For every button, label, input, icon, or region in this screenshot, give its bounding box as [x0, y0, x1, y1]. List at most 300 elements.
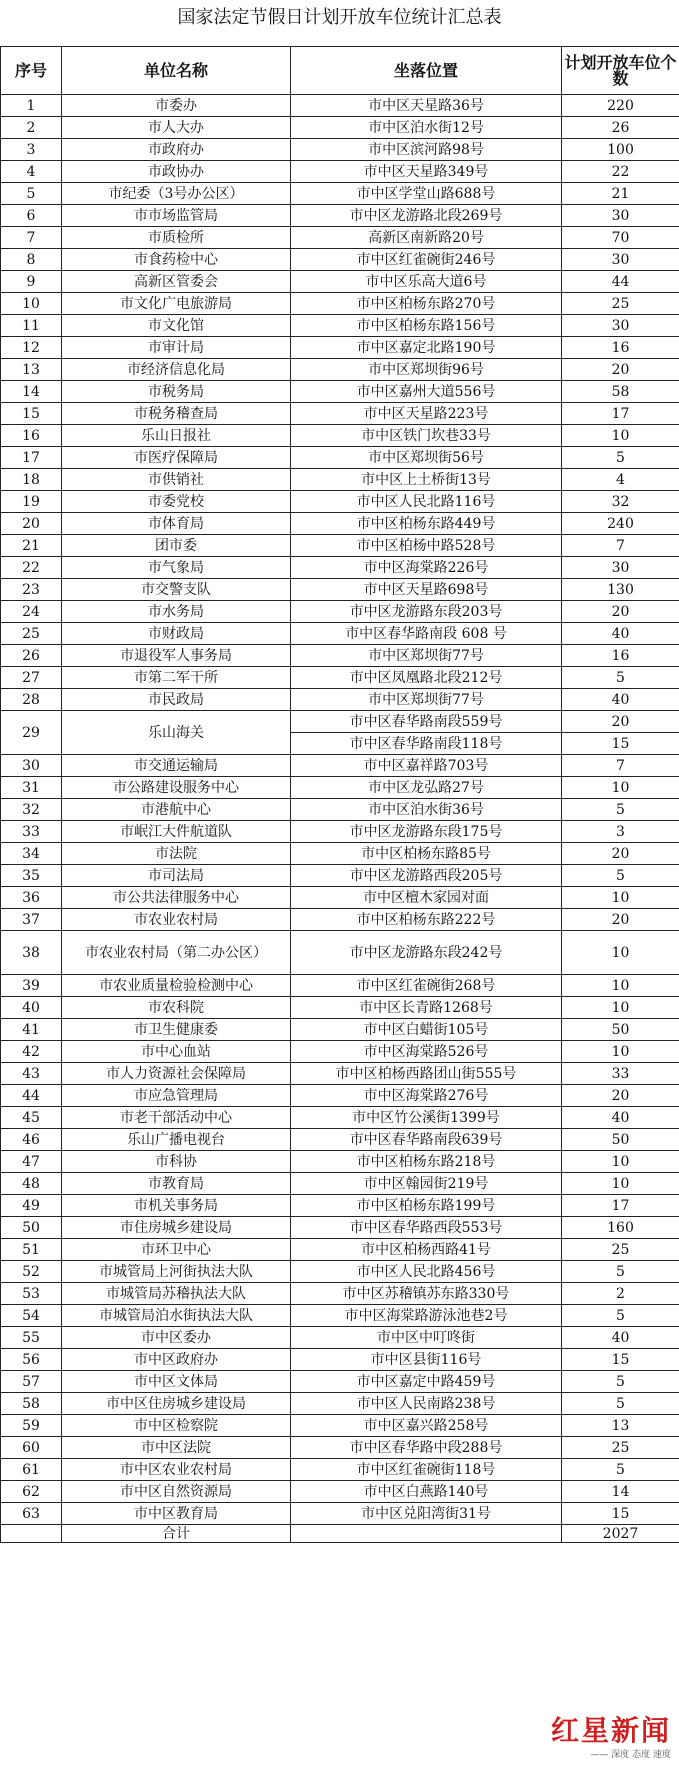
row-number: 56 — [1, 1349, 62, 1371]
location: 市中区红雀碗街246号 — [291, 249, 562, 271]
row-number: 61 — [1, 1459, 62, 1481]
unit-name: 高新区管委会 — [62, 271, 291, 293]
location: 市中区龙游路北段269号 — [291, 205, 562, 227]
unit-name: 市财政局 — [62, 623, 291, 645]
space-count: 26 — [562, 117, 679, 139]
unit-name: 市中心血站 — [62, 1041, 291, 1063]
table-row — [1, 95, 679, 117]
row-number: 7 — [1, 227, 62, 249]
space-count: 10 — [562, 425, 679, 447]
location: 市中区泊水街12号 — [291, 117, 562, 139]
unit-name: 市科协 — [62, 1151, 291, 1173]
row-number: 23 — [1, 579, 62, 601]
location: 市中区长青路1268号 — [291, 997, 562, 1019]
table-row — [1, 447, 679, 469]
unit-name: 市税务局 — [62, 381, 291, 403]
unit-name: 市应急管理局 — [62, 1085, 291, 1107]
row-number: 3 — [1, 139, 62, 161]
table-row — [1, 1261, 679, 1283]
space-count: 220 — [562, 95, 679, 117]
table-row — [1, 799, 679, 821]
row-number: 20 — [1, 513, 62, 535]
row-number: 39 — [1, 975, 62, 997]
location: 市中区白燕路140号 — [291, 1481, 562, 1503]
row-number: 6 — [1, 205, 62, 227]
row-number: 29 — [1, 711, 62, 755]
space-count: 10 — [562, 1151, 679, 1173]
table-row — [1, 315, 679, 337]
space-count: 5 — [562, 667, 679, 689]
location: 市中区铁门坎巷33号 — [291, 425, 562, 447]
unit-name: 市质检所 — [62, 227, 291, 249]
table-row — [1, 1085, 679, 1107]
unit-name: 市市场监管局 — [62, 205, 291, 227]
unit-name: 乐山日报社 — [62, 425, 291, 447]
unit-name: 市第二军干所 — [62, 667, 291, 689]
space-count: 5 — [562, 1371, 679, 1393]
space-count: 30 — [562, 557, 679, 579]
space-count: 20 — [562, 1085, 679, 1107]
space-count: 4 — [562, 469, 679, 491]
unit-name: 市中区文体局 — [62, 1371, 291, 1393]
header-count: 计划开放车位个数 — [562, 47, 679, 95]
row-number: 57 — [1, 1371, 62, 1393]
location: 高新区南新路20号 — [291, 227, 562, 249]
unit-name: 市农业农村局 — [62, 909, 291, 931]
table-row — [1, 1283, 679, 1305]
space-count: 2 — [562, 1283, 679, 1305]
location: 市中区柏杨东路270号 — [291, 293, 562, 315]
unit-name: 市中区政府办 — [62, 1349, 291, 1371]
unit-name: 市供销社 — [62, 469, 291, 491]
row-number: 46 — [1, 1129, 62, 1151]
space-count: 7 — [562, 755, 679, 777]
unit-name: 市中区教育局 — [62, 1503, 291, 1525]
space-count: 15 — [562, 733, 679, 755]
location: 市中区龙游路西段205号 — [291, 865, 562, 887]
row-number: 15 — [1, 403, 62, 425]
row-number: 8 — [1, 249, 62, 271]
row-number: 51 — [1, 1239, 62, 1261]
table-row — [1, 777, 679, 799]
location: 市中区柏杨东路199号 — [291, 1195, 562, 1217]
location: 市中区人民北路116号 — [291, 491, 562, 513]
space-count: 16 — [562, 337, 679, 359]
row-number: 31 — [1, 777, 62, 799]
table-row — [1, 887, 679, 909]
space-count: 5 — [562, 1393, 679, 1415]
space-count: 50 — [562, 1129, 679, 1151]
space-count: 25 — [562, 293, 679, 315]
unit-name: 市中区农业农村局 — [62, 1459, 291, 1481]
row-number: 54 — [1, 1305, 62, 1327]
unit-name: 市体育局 — [62, 513, 291, 535]
space-count: 10 — [562, 997, 679, 1019]
space-count: 30 — [562, 205, 679, 227]
table-row — [1, 1217, 679, 1239]
table-row — [1, 491, 679, 513]
row-number: 25 — [1, 623, 62, 645]
row-number: 24 — [1, 601, 62, 623]
location: 市中区天星路223号 — [291, 403, 562, 425]
row-number: 22 — [1, 557, 62, 579]
space-count: 70 — [562, 227, 679, 249]
location: 市中区翰园街219号 — [291, 1173, 562, 1195]
location: 市中区嘉定北路190号 — [291, 337, 562, 359]
row-number: 34 — [1, 843, 62, 865]
table-row — [1, 689, 679, 711]
table-row — [1, 381, 679, 403]
location: 市中区嘉兴路258号 — [291, 1415, 562, 1437]
location: 市中区人民南路238号 — [291, 1393, 562, 1415]
row-number: 35 — [1, 865, 62, 887]
table-row — [1, 1305, 679, 1327]
unit-name: 市法院 — [62, 843, 291, 865]
table-row — [1, 1393, 679, 1415]
unit-name: 市中区法院 — [62, 1437, 291, 1459]
location: 市中区龙弘路27号 — [291, 777, 562, 799]
unit-name: 市退役军人事务局 — [62, 645, 291, 667]
header-location: 坐落位置 — [291, 47, 562, 95]
table-row — [1, 117, 679, 139]
unit-name: 市城管局上河街执法大队 — [62, 1261, 291, 1283]
table-row — [1, 183, 679, 205]
row-number: 42 — [1, 1041, 62, 1063]
table-row — [1, 1437, 679, 1459]
unit-name: 市气象局 — [62, 557, 291, 579]
unit-name: 市环卫中心 — [62, 1239, 291, 1261]
space-count: 240 — [562, 513, 679, 535]
unit-name: 市司法局 — [62, 865, 291, 887]
unit-name: 市城管局泊水街执法大队 — [62, 1305, 291, 1327]
unit-name: 市中区委办 — [62, 1327, 291, 1349]
unit-name: 市税务稽查局 — [62, 403, 291, 425]
table-row — [1, 1173, 679, 1195]
row-number: 44 — [1, 1085, 62, 1107]
unit-name: 市医疗保障局 — [62, 447, 291, 469]
table-row — [1, 557, 679, 579]
space-count: 15 — [562, 1349, 679, 1371]
location: 市中区柏杨西路41号 — [291, 1239, 562, 1261]
space-count: 15 — [562, 1503, 679, 1525]
space-count: 160 — [562, 1217, 679, 1239]
row-number: 45 — [1, 1107, 62, 1129]
table-row — [1, 865, 679, 887]
table-row — [1, 359, 679, 381]
table-row — [1, 1107, 679, 1129]
space-count: 30 — [562, 249, 679, 271]
table-row — [1, 1195, 679, 1217]
row-number: 63 — [1, 1503, 62, 1525]
row-number: 10 — [1, 293, 62, 315]
unit-name: 乐山广播电视台 — [62, 1129, 291, 1151]
unit-name: 市机关事务局 — [62, 1195, 291, 1217]
location: 市中区白蜡街105号 — [291, 1019, 562, 1041]
total-blank — [1, 1525, 62, 1543]
table-row — [1, 1459, 679, 1481]
unit-name: 市经济信息化局 — [62, 359, 291, 381]
location: 市中区嘉州大道556号 — [291, 381, 562, 403]
location: 市中区海棠路276号 — [291, 1085, 562, 1107]
location: 市中区海棠路游泳池巷2号 — [291, 1305, 562, 1327]
location: 市中区春华路南段 608 号 — [291, 623, 562, 645]
row-number: 33 — [1, 821, 62, 843]
space-count: 58 — [562, 381, 679, 403]
table-row — [1, 1349, 679, 1371]
unit-name: 市农业质量检验检测中心 — [62, 975, 291, 997]
location: 市中区凤凰路北段212号 — [291, 667, 562, 689]
location: 市中区春华路南段118号 — [291, 733, 562, 755]
table-row — [1, 161, 679, 183]
row-number: 47 — [1, 1151, 62, 1173]
table-row — [1, 975, 679, 997]
unit-name: 市港航中心 — [62, 799, 291, 821]
space-count: 10 — [562, 777, 679, 799]
space-count: 13 — [562, 1415, 679, 1437]
table-row — [1, 667, 679, 689]
location: 市中区苏稽镇苏东路330号 — [291, 1283, 562, 1305]
location: 市中区檀木家园对面 — [291, 887, 562, 909]
table-row — [1, 293, 679, 315]
total-row — [1, 1525, 679, 1543]
table-row — [1, 1239, 679, 1261]
space-count: 5 — [562, 865, 679, 887]
space-count: 40 — [562, 1107, 679, 1129]
table-row — [1, 403, 679, 425]
space-count: 100 — [562, 139, 679, 161]
table-row — [1, 645, 679, 667]
space-count: 5 — [562, 1305, 679, 1327]
row-number: 32 — [1, 799, 62, 821]
space-count: 21 — [562, 183, 679, 205]
row-number: 50 — [1, 1217, 62, 1239]
unit-name: 市交通运输局 — [62, 755, 291, 777]
space-count: 25 — [562, 1239, 679, 1261]
location: 市中区春华路西段553号 — [291, 1217, 562, 1239]
space-count: 17 — [562, 403, 679, 425]
unit-name: 市文化馆 — [62, 315, 291, 337]
location: 市中区泊水街36号 — [291, 799, 562, 821]
space-count: 25 — [562, 1437, 679, 1459]
row-number: 14 — [1, 381, 62, 403]
location: 市中区学堂山路688号 — [291, 183, 562, 205]
unit-name: 市审计局 — [62, 337, 291, 359]
unit-name: 市农业农村局（第二办公区） — [62, 931, 291, 975]
location: 市中区春华路南段559号 — [291, 711, 562, 733]
row-number: 53 — [1, 1283, 62, 1305]
space-count: 10 — [562, 931, 679, 975]
space-count: 20 — [562, 359, 679, 381]
row-number: 38 — [1, 931, 62, 975]
location: 市中区春华路中段288号 — [291, 1437, 562, 1459]
table-row — [1, 931, 679, 975]
table-row — [1, 227, 679, 249]
table-row — [1, 1019, 679, 1041]
location: 市中区人民北路456号 — [291, 1261, 562, 1283]
location: 市中区柏杨中路528号 — [291, 535, 562, 557]
unit-name: 乐山海关 — [62, 711, 291, 755]
location: 市中区海棠路226号 — [291, 557, 562, 579]
row-number: 62 — [1, 1481, 62, 1503]
location: 市中区柏杨东路222号 — [291, 909, 562, 931]
location: 市中区柏杨西路团山街555号 — [291, 1063, 562, 1085]
space-count: 14 — [562, 1481, 679, 1503]
location: 市中区滨河路98号 — [291, 139, 562, 161]
table-row — [1, 249, 679, 271]
space-count: 17 — [562, 1195, 679, 1217]
table-title: 国家法定节假日计划开放车位统计汇总表 — [177, 7, 502, 28]
space-count: 20 — [562, 601, 679, 623]
unit-name: 市政府办 — [62, 139, 291, 161]
table-row — [1, 997, 679, 1019]
row-number: 26 — [1, 645, 62, 667]
table-row — [1, 271, 679, 293]
unit-name: 市中区自然资源局 — [62, 1481, 291, 1503]
space-count: 10 — [562, 1173, 679, 1195]
location: 市中区竹公溪街1399号 — [291, 1107, 562, 1129]
table-row — [1, 1129, 679, 1151]
table-row — [1, 1503, 679, 1525]
unit-name: 市文化广电旅游局 — [62, 293, 291, 315]
row-number: 59 — [1, 1415, 62, 1437]
table-row — [1, 601, 679, 623]
table-row — [1, 469, 679, 491]
total-blank-location — [291, 1525, 562, 1543]
space-count: 3 — [562, 821, 679, 843]
unit-name: 市卫生健康委 — [62, 1019, 291, 1041]
unit-name: 市人力资源社会保障局 — [62, 1063, 291, 1085]
watermark-slogan: —— 深度 态度 速度 — [590, 1750, 671, 1760]
unit-name: 市中区检察院 — [62, 1415, 291, 1437]
location: 市中区柏杨东路156号 — [291, 315, 562, 337]
table-row — [1, 1415, 679, 1437]
table-row — [1, 205, 679, 227]
row-number: 16 — [1, 425, 62, 447]
unit-name: 市老干部活动中心 — [62, 1107, 291, 1129]
location: 市中区天星路36号 — [291, 95, 562, 117]
table-row — [1, 513, 679, 535]
location: 市中区嘉定中路459号 — [291, 1371, 562, 1393]
space-count: 40 — [562, 689, 679, 711]
space-count: 50 — [562, 1019, 679, 1041]
row-number: 4 — [1, 161, 62, 183]
table-row — [1, 337, 679, 359]
location: 市中区龙游路东段242号 — [291, 931, 562, 975]
unit-name: 市纪委（3号办公区） — [62, 183, 291, 205]
row-number: 21 — [1, 535, 62, 557]
table-row — [1, 755, 679, 777]
unit-name: 市教育局 — [62, 1173, 291, 1195]
location: 市中区春华路南段639号 — [291, 1129, 562, 1151]
row-number: 13 — [1, 359, 62, 381]
table-row — [1, 425, 679, 447]
table-row — [1, 1481, 679, 1503]
location: 市中区红雀碗街268号 — [291, 975, 562, 997]
unit-name: 市岷江大件航道队 — [62, 821, 291, 843]
watermark-logo-text: 红星新闻 — [550, 1714, 671, 1747]
row-number: 27 — [1, 667, 62, 689]
space-count: 30 — [562, 315, 679, 337]
header-row — [1, 47, 679, 95]
unit-name: 市委党校 — [62, 491, 291, 513]
unit-name: 团市委 — [62, 535, 291, 557]
location: 市中区柏杨东路218号 — [291, 1151, 562, 1173]
space-count: 5 — [562, 1261, 679, 1283]
table-row — [1, 711, 679, 733]
row-number: 36 — [1, 887, 62, 909]
row-number: 49 — [1, 1195, 62, 1217]
location: 市中区柏杨东路85号 — [291, 843, 562, 865]
location: 市中区郑坝街56号 — [291, 447, 562, 469]
unit-name: 市城管局苏稽执法大队 — [62, 1283, 291, 1305]
unit-name: 市食药检中心 — [62, 249, 291, 271]
unit-name: 市住房城乡建设局 — [62, 1217, 291, 1239]
row-number: 30 — [1, 755, 62, 777]
table-row — [1, 1041, 679, 1063]
location: 市中区嘉祥路703号 — [291, 755, 562, 777]
unit-name: 市人大办 — [62, 117, 291, 139]
space-count: 20 — [562, 843, 679, 865]
table-row — [1, 535, 679, 557]
space-count: 44 — [562, 271, 679, 293]
row-number: 52 — [1, 1261, 62, 1283]
unit-name: 市中区住房城乡建设局 — [62, 1393, 291, 1415]
location: 市中区红雀碗街118号 — [291, 1459, 562, 1481]
row-number: 19 — [1, 491, 62, 513]
row-number: 48 — [1, 1173, 62, 1195]
space-count: 7 — [562, 535, 679, 557]
location: 市中区龙游路东段175号 — [291, 821, 562, 843]
unit-name: 市政协办 — [62, 161, 291, 183]
location: 市中区中叮咚街 — [291, 1327, 562, 1349]
unit-name: 市委办 — [62, 95, 291, 117]
unit-name: 市公路建设服务中心 — [62, 777, 291, 799]
row-number: 5 — [1, 183, 62, 205]
header-no: 序号 — [1, 47, 62, 95]
space-count: 16 — [562, 645, 679, 667]
location: 市中区郑坝街96号 — [291, 359, 562, 381]
unit-name: 市公共法律服务中心 — [62, 887, 291, 909]
location: 市中区天星路698号 — [291, 579, 562, 601]
row-number: 60 — [1, 1437, 62, 1459]
location: 市中区海棠路526号 — [291, 1041, 562, 1063]
space-count: 10 — [562, 887, 679, 909]
location: 市中区兑阳湾街31号 — [291, 1503, 562, 1525]
row-number: 11 — [1, 315, 62, 337]
space-count: 5 — [562, 799, 679, 821]
unit-name: 市交警支队 — [62, 579, 291, 601]
location: 市中区上土桥街13号 — [291, 469, 562, 491]
total-label: 合计 — [62, 1525, 291, 1543]
row-number: 37 — [1, 909, 62, 931]
unit-name: 市水务局 — [62, 601, 291, 623]
table-row — [1, 821, 679, 843]
row-number: 17 — [1, 447, 62, 469]
parking-table — [0, 46, 679, 1543]
row-number: 43 — [1, 1063, 62, 1085]
table-row — [1, 1327, 679, 1349]
table-row — [1, 1063, 679, 1085]
space-count: 10 — [562, 1041, 679, 1063]
space-count: 20 — [562, 711, 679, 733]
location: 市中区龙游路东段203号 — [291, 601, 562, 623]
row-number: 40 — [1, 997, 62, 1019]
table-row — [1, 1371, 679, 1393]
row-number: 12 — [1, 337, 62, 359]
row-number: 41 — [1, 1019, 62, 1041]
space-count: 5 — [562, 1459, 679, 1481]
location: 市中区县街116号 — [291, 1349, 562, 1371]
